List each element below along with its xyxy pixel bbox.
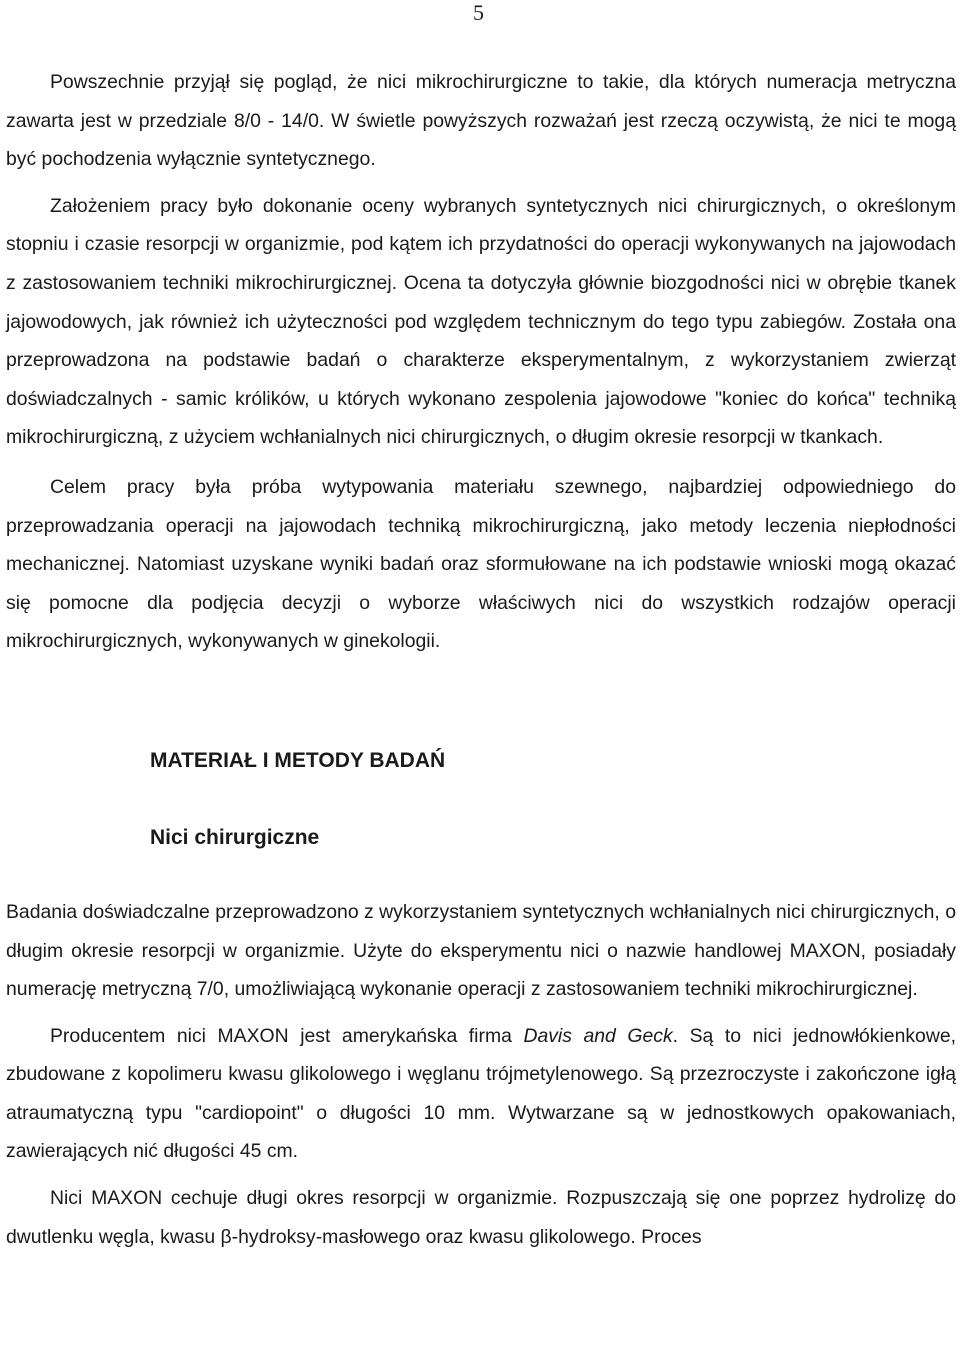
paragraph-producer bbox=[6, 1017, 956, 1171]
paragraph-aim: Założeniem pracy było dokonanie oceny wybranych syntetycznych nici chirurgicznych, o określonym stopniu i czasie resorpcji w organizmie, pod kątem ich przydatności do operacji wykonywanych na jajowodach z zastosowaniem techniki mikrochirurgicznej. Ocena ta dotyczyła głównie biozgodności nici w obrębie tkanek jajowodowych, jak również ich użyteczności pod względem technicznym do tego typu zabiegów. Została ona przeprowadzona na podstawie badań o charakterze eksperymentalnym, z wykorzystaniem zwierząt doświadczalnych - samic królików, u których wykonano zespolenia jajowodowe "koniec do końca" techniką mikrochirurgiczną, z użyciem wchłanialnych nici chirurgicznych, o długim okresie resorpcji w tkankach. bbox=[6, 194, 956, 449]
producer-text-before: Producentem nici MAXON jest amerykańska firma bbox=[50, 1024, 524, 1047]
paragraph-intro: Powszechnie przyjął się pogląd, że nici mikrochirurgiczne to takie, dla których numeracja metryczna zawarta jest w przedziale 8/0 - 14/0. W świetle powyższych rozważań jest rzeczą oczywistą, że nici te mogą być pochodzenia wyłącznie syntetycznego. bbox=[6, 71, 956, 171]
paragraph-purpose: Celem pracy była próba wytypowania materiału szewnego, najbardziej odpowiedniego do przeprowadzania operacji na jajowodach techniką mikrochirurgiczną, jako metody leczenia niepłodności mechanicznej. Natomiast uzyskane wyniki badań oraz sformułowane na ich podstawie wnioski mogą okazać się pomocne dla podjęcia decyzji o wyborze właściwych nici do wszystkich rodzajów operacji mikrochirurgicznych, wykonywanych w ginekologii. bbox=[6, 475, 956, 653]
producer-company-name: Davis and Geck bbox=[523, 1024, 673, 1047]
subsection-heading: Nici chirurgiczne bbox=[150, 825, 320, 849]
document-body bbox=[6, 63, 956, 1256]
section-heading: MATERIAŁ I METODY BADAŃ bbox=[150, 748, 446, 772]
producer-text-after: . Są to nici jednowłókienkowe, zbudowane z kopolimeru kwasu glikolowego i węglanu trójmetylenowego. Są przezroczyste i zakończone igłą atraumatyczną typu "cardiopoint" o długości 10 mm. Wytwarzane są w jednostkowych opakowaniach, zawierających nić długości 45 cm. bbox=[6, 1024, 957, 1163]
paragraph-resorption: Nici MAXON cechuje długi okres resorpcji w organizmie. Rozpuszczają się one poprzez hydrolizę do dwutlenku węgla, kwasu β-hydroksy-masłowego oraz kwasu glikolowego. Proces bbox=[6, 1187, 956, 1248]
paragraph-materials: Badania doświadczalne przeprowadzono z wykorzystaniem syntetycznych wchłanialnych nici chirurgicznych, o długim okresie resorpcji w organizmie. Użyte do eksperymentu nici o nazwie handlowej MAXON, posiadały numerację metryczną 7/0, umożliwiającą wykonanie operacji z zastosowaniem techniki mikrochirurgicznej. bbox=[6, 900, 956, 1001]
page-number: 5 bbox=[473, 0, 484, 25]
